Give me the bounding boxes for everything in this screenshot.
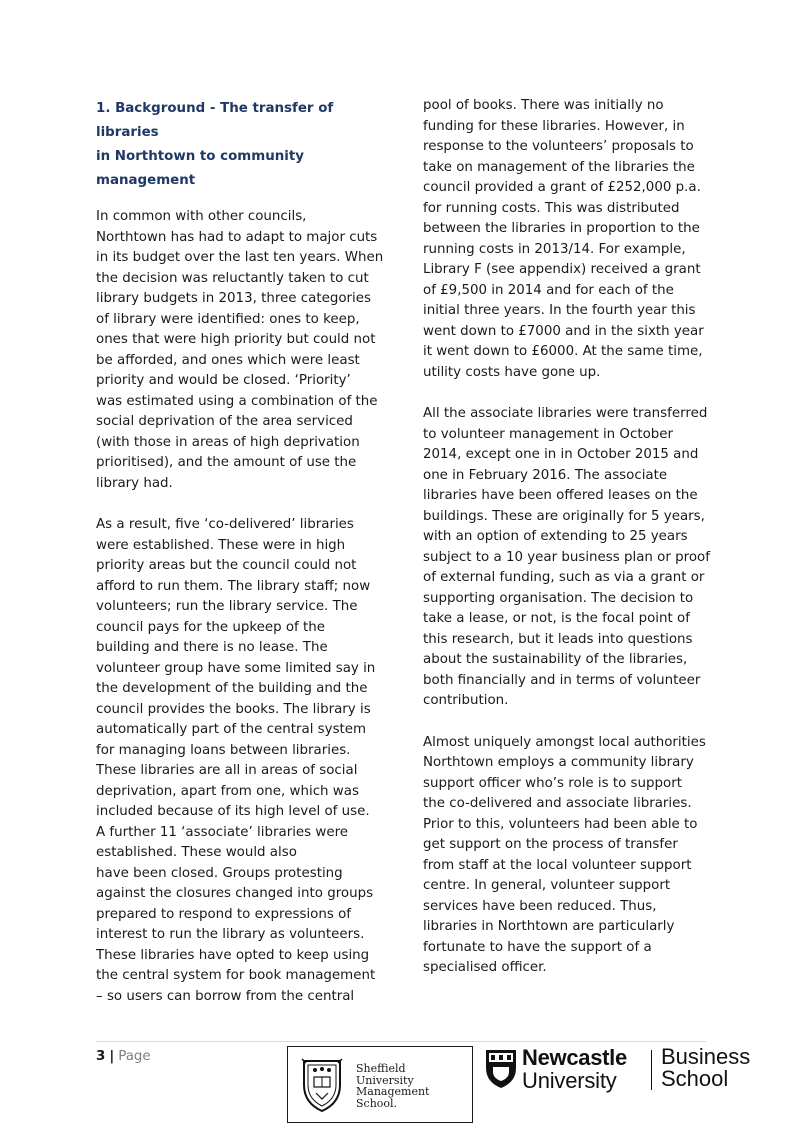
text-line: both financially and in terms of volunteer xyxy=(423,672,701,688)
text-line: council provides the books. The library is xyxy=(96,701,371,717)
text-line: libraries in Northtown are particularly xyxy=(423,919,675,934)
text-line: fortunate to have the support of a xyxy=(423,939,652,955)
text-line: – so users can borrow from the central xyxy=(96,988,355,1004)
sheffield-crest-icon xyxy=(300,1055,344,1115)
text-line: library budgets in 2013, three categories xyxy=(96,291,371,306)
text-line: for running costs. This was distributed xyxy=(423,200,680,216)
paragraph xyxy=(96,207,384,494)
text-line: services have been reduced. Thus, xyxy=(423,898,657,914)
text-line: response to the volunteers’ proposals to xyxy=(423,139,694,154)
text-line: interest to run the library as volunteers. xyxy=(96,927,365,942)
text-line: volunteer group have some limited say in xyxy=(96,660,376,676)
text-line: buildings. These are originally for 5 years, xyxy=(423,508,705,524)
text-line: get support on the process of transfer xyxy=(423,837,678,852)
page-label: Page xyxy=(118,1049,151,1064)
text-line: specialised officer. xyxy=(423,960,547,975)
logo-text-line: Management xyxy=(356,1085,430,1098)
heading-line: management xyxy=(96,173,196,188)
text-line: A further 11 ‘associate’ libraries were xyxy=(96,824,349,840)
text-line: the decision was reluctantly taken to cut xyxy=(96,270,369,286)
paragraph xyxy=(423,96,715,383)
footer-divider xyxy=(96,1041,706,1042)
text-line: These libraries are all in areas of social xyxy=(96,763,358,778)
text-line: to volunteer management in October xyxy=(423,426,674,442)
paragraph xyxy=(96,515,384,1007)
newcastle-wordmark xyxy=(522,1046,627,1092)
text-line: running costs in 2013/14. For example, xyxy=(423,241,686,257)
text-line: Prior to this, volunteers had been able to xyxy=(423,816,698,832)
text-line: were established. These were in high xyxy=(96,537,346,553)
sheffield-logo-text xyxy=(356,1063,429,1109)
text-line: of external funding, such as via a grant or xyxy=(423,570,705,585)
text-line: initial three years. In the fourth year this xyxy=(423,303,696,318)
logo-text-line: School. xyxy=(356,1096,398,1110)
text-line: Northtown employs a community library xyxy=(423,755,694,770)
text-line: (with those in areas of high deprivation xyxy=(96,434,360,450)
text-line: about the sustainability of the libraries, xyxy=(423,652,688,667)
text-line: Northtown has had to adapt to major cuts xyxy=(96,229,378,245)
text-line: support officer who’s role is to support xyxy=(423,775,682,791)
text-line: council provided a grant of £252,000 p.a. xyxy=(423,180,701,195)
paragraph xyxy=(423,404,715,712)
newcastle-crest-icon xyxy=(484,1048,518,1090)
text-line: included because of its high level of use. xyxy=(96,804,370,819)
text-line: with an option of extending to 25 years xyxy=(423,529,688,544)
text-line: library had. xyxy=(96,475,173,491)
text-line: have been closed. Groups protesting xyxy=(96,865,343,881)
text-line: this research, but it leads into questions xyxy=(423,631,693,647)
text-line: prepared to respond to expressions of xyxy=(96,906,351,922)
text-line: funding for these libraries. However, in xyxy=(423,118,685,134)
text-line: went down to £7000 and in the sixth year xyxy=(423,323,704,339)
text-line: of library were identified: ones to keep, xyxy=(96,311,360,327)
text-line: libraries have been offered leases on the xyxy=(423,488,698,503)
text-line: from staff at the local volunteer support xyxy=(423,857,692,873)
page-separator: | xyxy=(109,1049,115,1064)
text-line: against the closures changed into groups xyxy=(96,886,374,901)
text-line: 2014, except one in in October 2015 and xyxy=(423,447,699,462)
text-line: automatically part of the central system xyxy=(96,722,367,737)
text-line: supporting organisation. The decision to xyxy=(423,590,694,606)
text-line: Library F (see appendix) received a grant xyxy=(423,262,701,277)
text-line: of £9,500 in 2014 and for each of the xyxy=(423,282,674,298)
text-line: volunteers; run the library service. The xyxy=(96,599,358,614)
page-number xyxy=(96,1049,151,1064)
text-line: Almost uniquely amongst local authorities xyxy=(423,734,706,750)
text-line: All the associate libraries were transferred xyxy=(423,406,708,421)
logo-text-line: University xyxy=(356,1073,414,1087)
sheffield-university-logo xyxy=(287,1046,473,1123)
text-line: subject to a 10 year business plan or proof xyxy=(423,549,710,565)
text-line: building and there is no lease. The xyxy=(96,640,328,655)
page-number-value: 3 xyxy=(96,1049,106,1064)
text-line: take on management of the libraries the xyxy=(423,159,695,175)
business-school-line: School xyxy=(661,1066,729,1091)
section-heading xyxy=(96,96,384,193)
text-line: one in February 2016. The associate xyxy=(423,467,668,483)
text-line: priority and would be closed. ‘Priority’ xyxy=(96,373,351,388)
text-line: social deprivation of the area serviced xyxy=(96,414,353,429)
text-line: In common with other councils, xyxy=(96,209,307,224)
logo-divider xyxy=(651,1050,652,1090)
paragraph xyxy=(423,733,715,979)
text-line: deprivation, apart from one, which was xyxy=(96,783,359,799)
business-school-line: Business xyxy=(661,1044,751,1069)
text-line: established. These would also xyxy=(96,845,297,860)
text-line: between the libraries in proportion to the xyxy=(423,221,700,236)
text-line: utility costs have gone up. xyxy=(423,364,601,380)
right-column xyxy=(423,96,715,1000)
text-line: in its budget over the last ten years. When xyxy=(96,250,384,265)
text-line: As a result, five ‘co-delivered’ libraries xyxy=(96,517,354,532)
heading-line: 1. Background - The transfer of libraries xyxy=(96,101,334,140)
left-column xyxy=(96,96,384,1028)
text-line: for managing loans between libraries. xyxy=(96,742,351,758)
text-line: take a lease, or not, is the focal point of xyxy=(423,611,690,626)
text-line: it went down to £6000. At the same time, xyxy=(423,344,703,359)
text-line: council pays for the upkeep of the xyxy=(96,619,325,635)
heading-line: in Northtown to community xyxy=(96,149,304,164)
text-line: the central system for book management xyxy=(96,968,376,983)
text-line: pool of books. There was initially no xyxy=(423,98,664,113)
business-school-text xyxy=(661,1046,750,1090)
university-name-line: University xyxy=(522,1068,617,1093)
text-line: the development of the building and the xyxy=(96,681,368,696)
text-line: ones that were high priority but could not xyxy=(96,332,376,347)
text-line: be afforded, and ones which were least xyxy=(96,352,360,368)
text-line: afford to run them. The library staff; now xyxy=(96,578,371,594)
logo-text-line: Sheffield xyxy=(356,1062,406,1075)
text-line: priority areas but the council could not xyxy=(96,558,357,573)
text-line: contribution. xyxy=(423,693,509,708)
newcastle-university-logo xyxy=(484,1046,756,1096)
text-line: prioritised), and the amount of use the xyxy=(96,455,357,470)
text-line: centre. In general, volunteer support xyxy=(423,878,671,893)
newcastle-name-line: Newcastle xyxy=(522,1045,627,1070)
text-line: was estimated using a combination of the xyxy=(96,393,378,409)
text-line: the co-delivered and associate libraries. xyxy=(423,796,692,811)
text-line: These libraries have opted to keep using xyxy=(96,947,370,963)
